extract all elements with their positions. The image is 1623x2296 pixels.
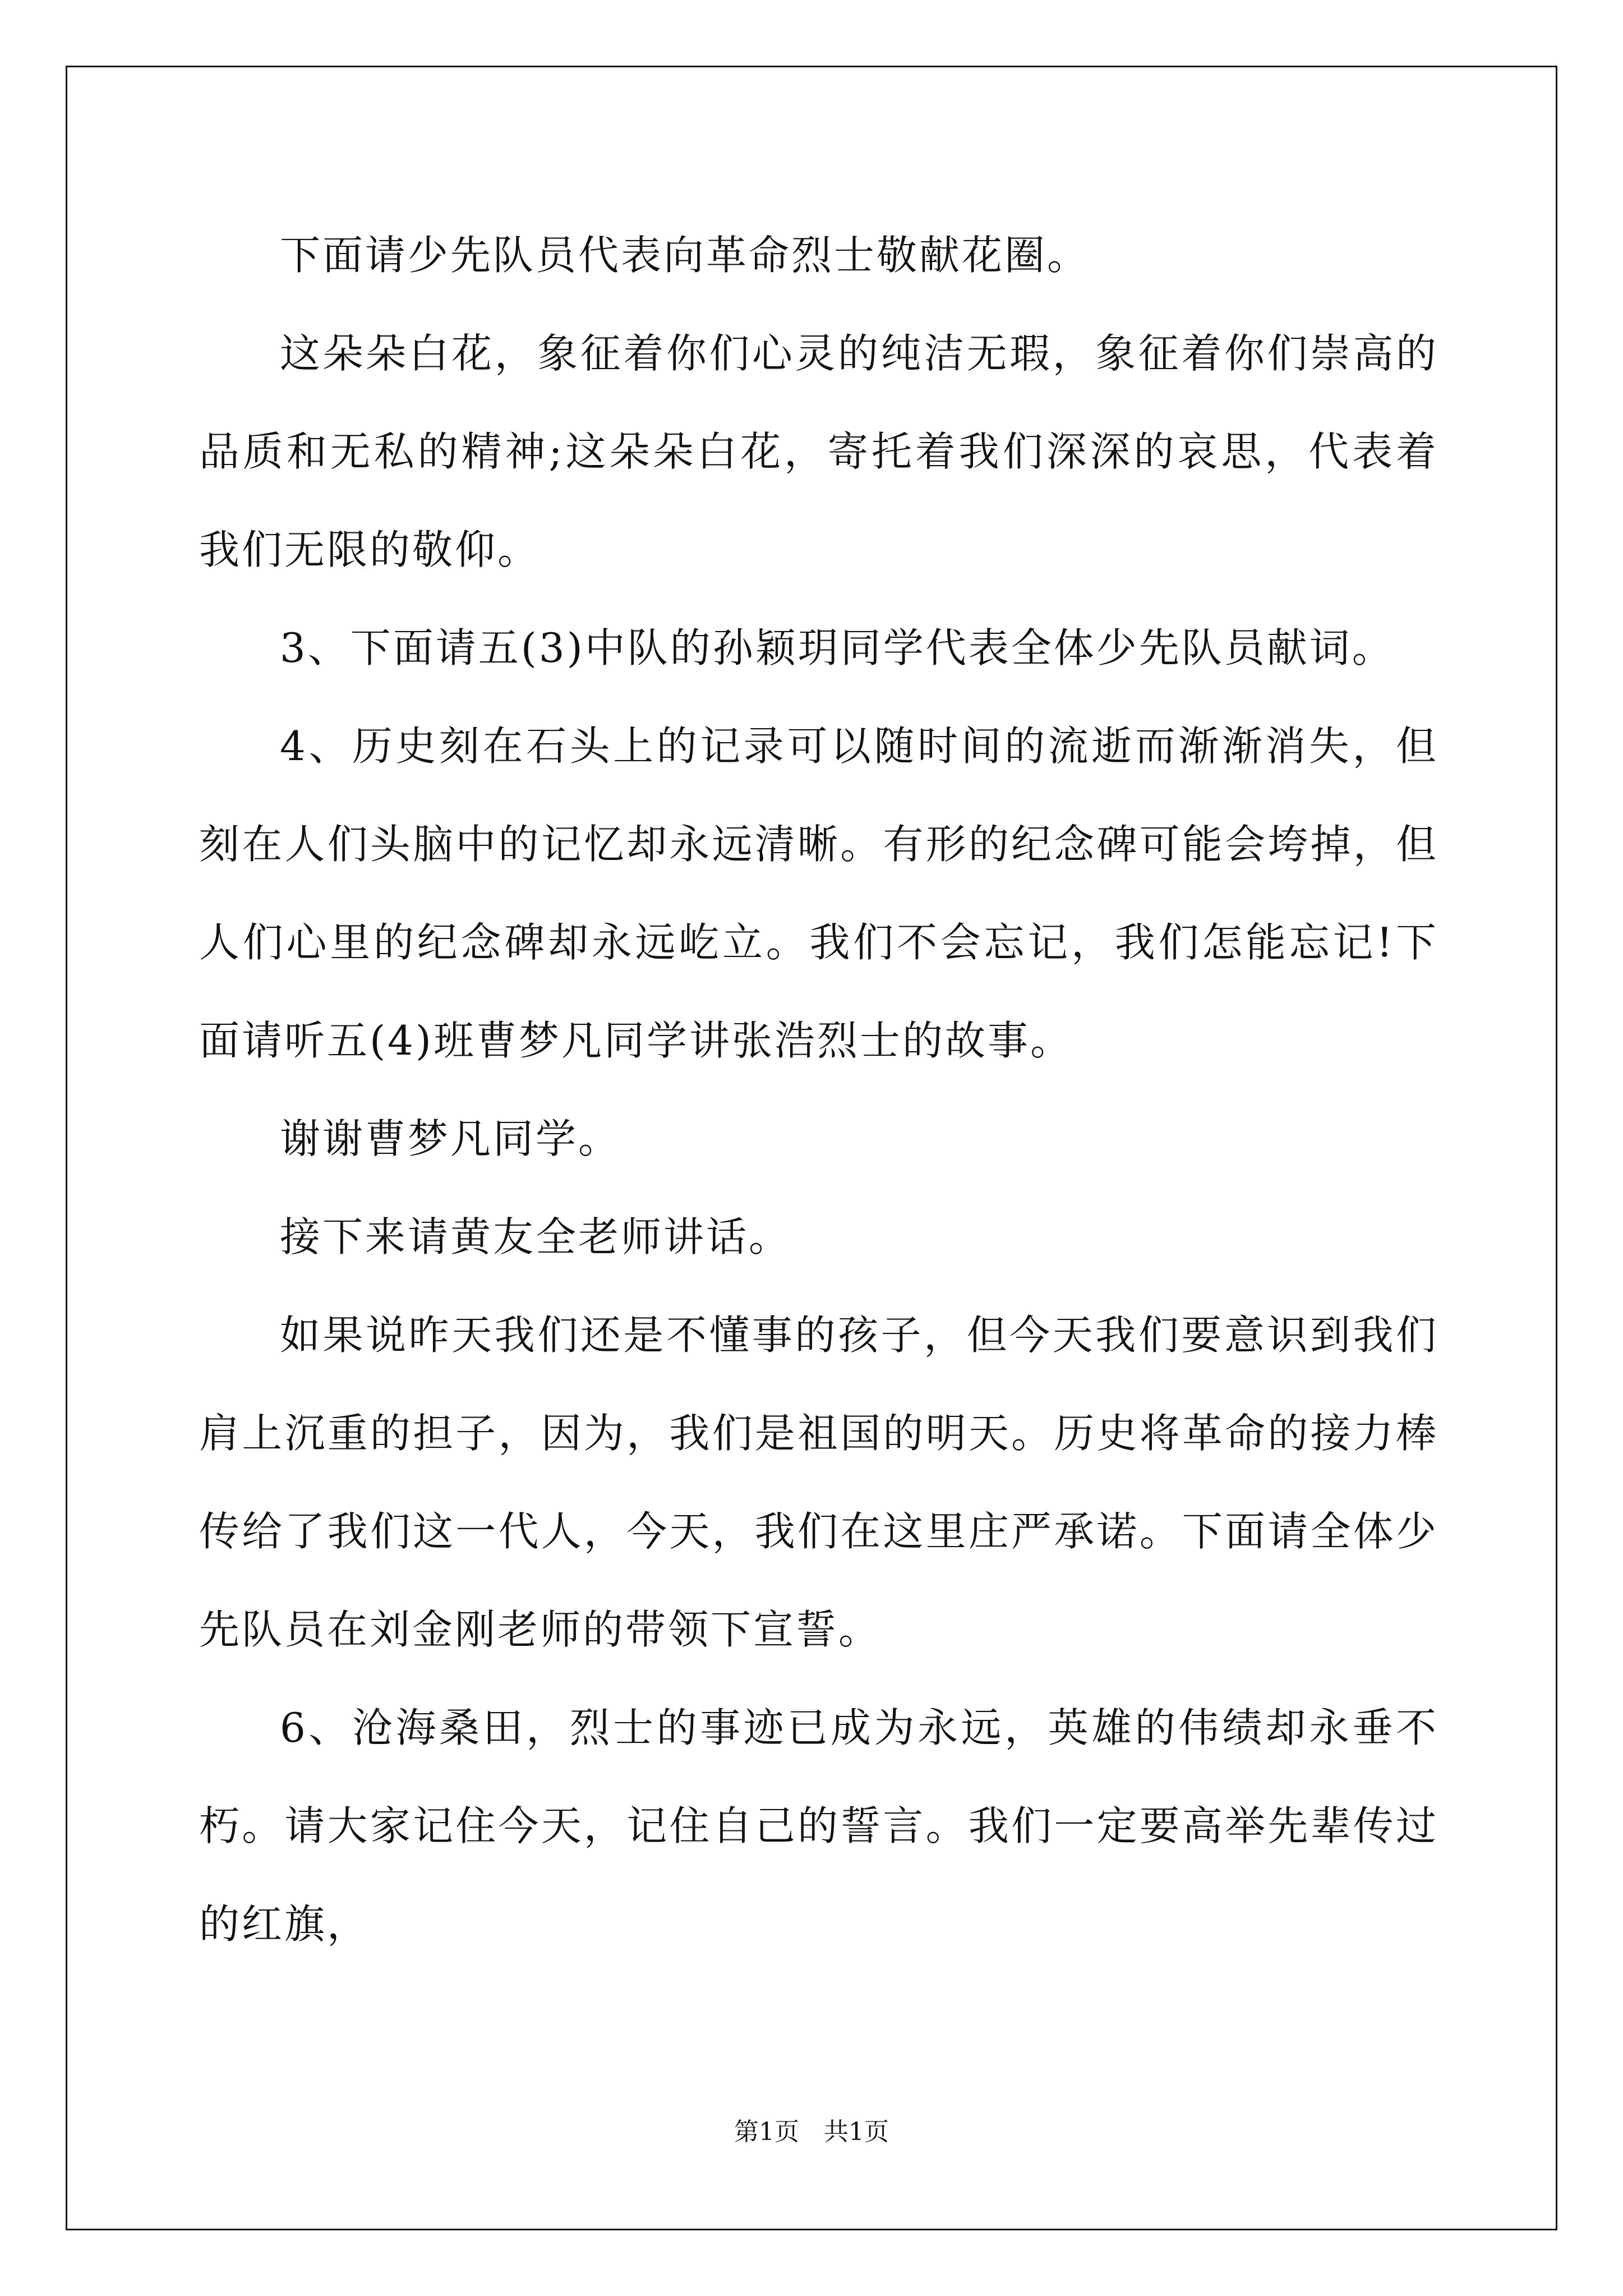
paragraph: 这朵朵白花，象征着你们心灵的纯洁无瑕，象征着你们崇高的品质和无私的精神;这朵朵白花，寄托着我们深深的哀思，代表着我们无限的敬仰。 [199,330,1438,573]
paragraph: 接下来请黄友全老师讲话。 [280,1213,792,1260]
paragraph: 谢谢曹梦凡同学。 [280,1115,621,1162]
paragraph: 下面请少先队员代表向革命烈士敬献花圈。 [280,232,1090,279]
paragraph: 4、历史刻在石头上的记录可以随时间的流逝而渐渐消失，但刻在人们头脑中的记忆却永远清晰。有形的纪念碑可能会垮掉，但人们心里的纪念碑却永远屹立。我们不会忘记，我们怎能忘记!下面请听五(4)班曹梦凡同学讲张浩烈士的故事。 [199,723,1438,1064]
document-body [199,206,1438,1973]
paragraph: 如果说昨天我们还是不懂事的孩子，但今天我们要意识到我们肩上沉重的担子，因为，我们是祖国的明天。历史将革命的接力棒传给了我们这一代人，今天，我们在这里庄严承诺。下面请全体少先队员在刘金刚老师的带领下宣誓。 [199,1312,1438,1653]
page-number-footer: 第1页 共1页 [734,2118,889,2146]
paragraph: 6、沧海桑田，烈士的事迹已成为永远，英雄的伟绩却永垂不朽。请大家记住今天，记住自己的誓言。我们一定要高举先辈传过的红旗， [199,1704,1438,1948]
paragraph: 3、下面请五(3)中队的孙颖玥同学代表全体少先队员献词。 [280,624,1395,671]
